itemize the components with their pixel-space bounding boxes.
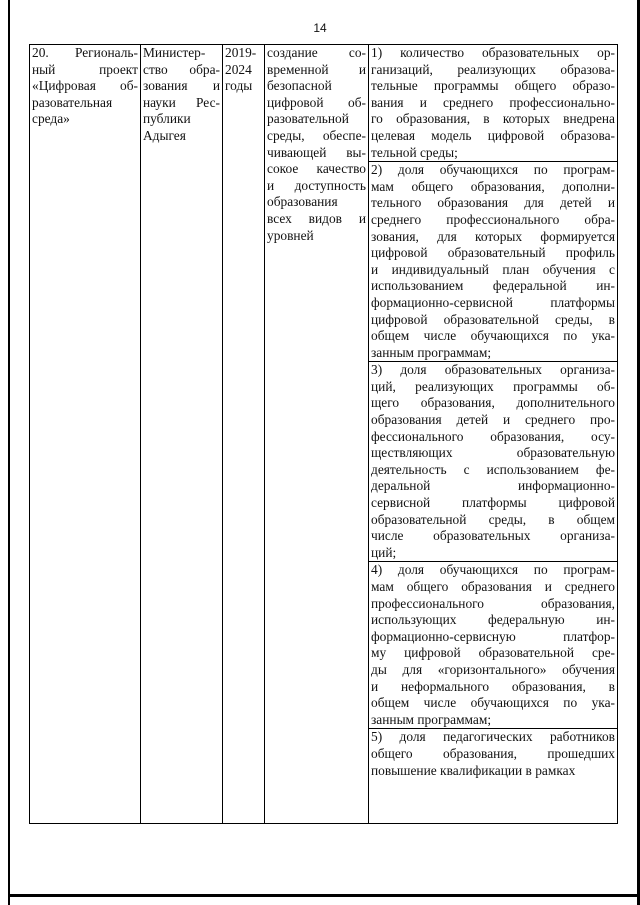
indicator-item	[369, 45, 617, 162]
goal-line: разовательной	[267, 111, 349, 127]
project-name-text	[32, 45, 138, 128]
project-name-line: ный проект	[32, 61, 138, 77]
goal-line: и доступность	[267, 177, 366, 193]
indicator-line: формационно-сервисной платформы	[371, 294, 615, 310]
indicator-line: общем числе обучающихся по ука-	[371, 328, 615, 344]
goal-text	[267, 45, 366, 244]
responsible-line: Адыгея	[143, 127, 186, 143]
period-line: 2024	[225, 61, 252, 77]
period-cell	[223, 45, 265, 824]
indicator-line: 4) доля обучающихся по програм-	[371, 562, 615, 578]
project-name-cell	[30, 45, 141, 824]
indicator-line: 2) доля обучающихся по програм-	[371, 162, 615, 178]
indicator-line: профессионального образования,	[371, 595, 615, 611]
responsible-line: Министер-	[143, 45, 206, 60]
indicator-line: среднего профессионального обра-	[371, 211, 615, 227]
period-text	[225, 45, 262, 95]
indicator-line: формационно-сервисную платфор-	[371, 628, 615, 644]
indicator-line: щего образования, дополнительного	[371, 395, 615, 411]
period-line: годы	[225, 78, 253, 94]
indicator-line: и неформального образования, в	[371, 678, 615, 694]
indicator-line: использующих федеральную ин-	[371, 612, 615, 628]
indicator-line: ций, реализующих программы об-	[371, 378, 615, 394]
page-number: 14	[313, 21, 327, 35]
indicator-line: ществляющих образовательную	[371, 445, 615, 461]
goal-line: уровней	[267, 227, 314, 243]
indicator-item	[369, 562, 617, 729]
indicator-line: ды для «горизонтального» обучения	[371, 661, 615, 677]
indicator-line: повышение квалификации в рамках	[371, 762, 576, 778]
indicator-item	[369, 362, 617, 562]
indicator-line: числе образовательных организа-	[371, 528, 615, 544]
project-name-line: «Цифровая об-	[32, 78, 138, 94]
project-name-line: 20. Региональ-	[32, 45, 138, 60]
goal-line: всех видов и	[267, 210, 366, 226]
indicator-list	[371, 45, 615, 779]
period-line: 2019-	[225, 45, 257, 60]
indicator-line: образования детей и среднего про-	[371, 412, 615, 428]
indicator-line: тельной среды;	[371, 144, 458, 160]
goal-line: образования	[267, 194, 338, 210]
responsible-text	[143, 45, 220, 145]
indicator-line: использованием федеральной ин-	[371, 278, 615, 294]
responsible-cell	[141, 45, 223, 824]
goal-line: безопасной	[267, 78, 332, 94]
scan-border-bottom	[8, 894, 640, 897]
responsible-line: зования и	[143, 78, 220, 94]
indicator-line: общего образования, прошедших	[371, 745, 615, 761]
indicator-line: цифровой образовательный профиль	[371, 245, 615, 261]
indicator-line: сервисной платформы цифровой	[371, 495, 615, 511]
indicator-line: занным программам;	[371, 711, 492, 727]
indicator-line: 5) доля педагогических работников	[371, 729, 615, 745]
indicator-line: занным программам;	[371, 344, 492, 360]
indicator-line: фессионального образования, осу-	[371, 428, 615, 444]
indicators-cell	[369, 45, 618, 824]
indicator-line: мам общего образования и среднего	[371, 579, 615, 594]
project-name-line: разовательная	[32, 94, 113, 110]
goal-line: среды, обеспе-	[267, 127, 366, 143]
goal-line: сокое качество	[267, 161, 366, 177]
goal-line: чивающей вы-	[267, 144, 366, 160]
indicator-line: зования, для которых формируется	[371, 228, 615, 244]
indicator-line: 1) количество образовательных ор-	[371, 45, 615, 60]
project-name-line: среда»	[32, 111, 70, 127]
scan-border-left	[8, 0, 10, 905]
goal-line: цифровой об-	[267, 94, 366, 110]
goal-line: создание со-	[267, 45, 366, 60]
indicator-line: го образования, в которых внедрена	[371, 111, 615, 127]
indicator-line: деятельность с использованием фе-	[371, 461, 615, 477]
indicator-item	[371, 729, 615, 779]
indicator-line: целевая модель цифровой образова-	[371, 127, 615, 143]
responsible-line: ство обра-	[143, 61, 220, 77]
indicator-line: тельные программы общего образо-	[371, 78, 615, 94]
indicator-line: вания и среднего профессионально-	[371, 94, 615, 110]
project-table	[29, 44, 618, 824]
indicator-line: деральной информационно-	[371, 478, 615, 494]
indicator-line: тельного образования для детей и	[371, 195, 615, 211]
goal-line: временной и	[267, 61, 366, 77]
indicator-line: мам общего образования, дополни-	[371, 178, 615, 194]
indicator-line: общем числе обучающихся по ука-	[371, 695, 615, 711]
indicator-item	[369, 162, 617, 362]
indicator-line: 3) доля образовательных организа-	[371, 362, 615, 378]
indicator-line: и индивидуальный план обучения с	[371, 261, 615, 277]
responsible-line: науки Рес-	[143, 94, 220, 110]
indicator-line: цифровой образовательной среды, в	[371, 311, 615, 327]
indicator-line: му цифровой образовательной сре-	[371, 645, 615, 661]
indicator-line: ганизаций, реализующих образова-	[371, 61, 615, 77]
table-row	[30, 45, 618, 824]
indicator-line: ций;	[371, 544, 397, 560]
indicator-line: образовательной среды, в общем	[371, 511, 615, 527]
responsible-line: публики	[143, 111, 191, 127]
goal-cell	[265, 45, 369, 824]
